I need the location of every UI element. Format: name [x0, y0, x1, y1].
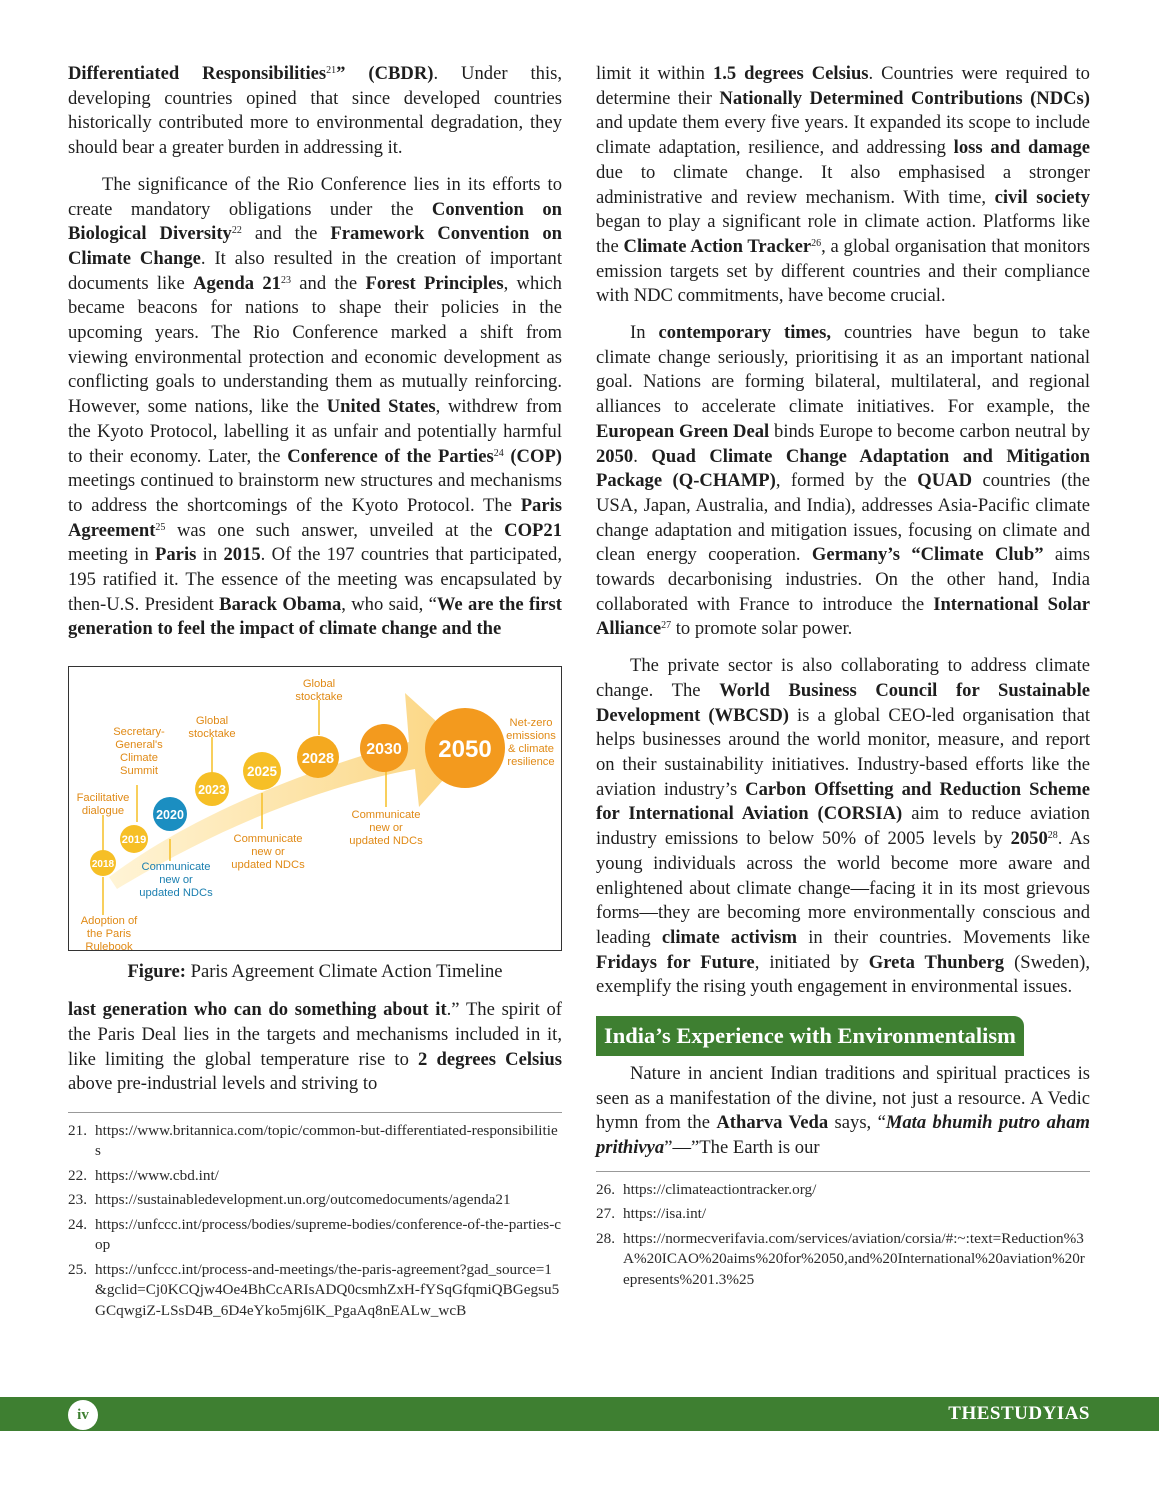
- bold-term: 2 degrees Celsius: [418, 1048, 563, 1070]
- paragraph: [68, 173, 562, 642]
- year-2019: 2019: [121, 834, 147, 847]
- text: , a global organisation that monitors emission targets set by different countries and their compliance with NDC commitments, have become crucial.: [596, 235, 1090, 307]
- footnotes-right: [596, 1180, 1090, 1291]
- bold-term: Paris Agreement: [68, 494, 562, 541]
- footnote-link[interactable]: https://unfccc.int/process-and-meetings/the-paris-agreement?gad_source=1&gclid=Cj0KCQjw4Oe4BhCcARIsADQ0csmhZxH-fYSqGfqmiQBGegsu5GCqwgiZ-LSsD4B_6D4eYko5mj6lK_PgaAq8nEALw_wcB: [95, 1260, 560, 1319]
- brand-name: THESTUDYIAS: [948, 1403, 1090, 1424]
- bold-term: Differentiated Responsibilities: [68, 63, 327, 84]
- text: meeting in: [68, 544, 156, 566]
- left-column: [68, 62, 562, 1325]
- text: to promote solar power.: [671, 618, 853, 640]
- page-number: iv: [68, 1400, 98, 1430]
- bold-term: 2050: [1010, 828, 1048, 850]
- footnote-ref[interactable]: 24: [493, 447, 504, 459]
- text: is a global CEO-led organisation that helps businesses around the world monitor, measure, and report on their sustainability initiatives. Industry-based efforts like the aviation industry’s: [596, 704, 1090, 800]
- footnote-23: 23. https://sustainabledevelopment.un.org/outcomedocuments/agenda21: [68, 1191, 511, 1209]
- text: countries (the USA, Japan, Australia, and India), addresses Asia-Pacific climate change adaptation and mitigation issues, focusing on climate and clean energy cooperation.: [596, 470, 1090, 566]
- footnote-link[interactable]: https://www.britannica.com/topic/common-but-differentiated-responsibilities: [95, 1121, 558, 1160]
- text: The private sector is also collaborating to address climate change. The: [596, 655, 1090, 701]
- bold-term: climate activism: [661, 926, 798, 948]
- footnote-link[interactable]: https://sustainabledevelopment.un.org/outcomedocuments/agenda21: [95, 1191, 511, 1209]
- bold-term: Paris: [155, 544, 197, 566]
- footnote-link[interactable]: https://www.cbd.int/: [95, 1166, 219, 1184]
- footnote-link[interactable]: https://normecverifavia.com/services/aviation/corsia/#:~:text=Reduction%3A%20ICAO%20aims%20for%2050,and%20International%20aviation%20represents%201.3%25: [623, 1229, 1085, 1288]
- text: Nature in ancient Indian traditions and spiritual practices is seen as a manifestation of the divine, not just a resource. A Vedic hymn from the: [596, 1063, 1090, 1134]
- text: .: [633, 445, 652, 467]
- section-heading: India’s Experience with Environmentalism: [596, 1016, 1024, 1056]
- bold-term: 2050: [596, 445, 634, 467]
- bold-term: Agenda 21: [193, 272, 281, 294]
- footnote-25: 25. https://unfccc.int/process-and-meetings/the-paris-agreement?gad_source=1&gclid=Cj0KCQjw4Oe4BhCcARIsADQ0csmhZxH-fYSqGfqmiQBGegsu5GCqwgiZ-LSsD4B_6D4eYko5mj6lK_PgaAq8nEALw_wcB: [68, 1260, 560, 1319]
- footnote-link[interactable]: https://unfccc.int/process/bodies/supreme-bodies/conference-of-the-parties-cop: [95, 1215, 561, 1254]
- text: and update them every five years. It expanded its scope to include climate adaptation, resilience, and addressing: [596, 112, 1090, 159]
- bold-term: 1.5 degrees Celsius: [712, 63, 869, 84]
- footnote-ref[interactable]: 22: [231, 225, 242, 237]
- text: .” The spirit of the Paris Deal lies in the targets and mechanisms included in it, like limiting the global temperature rise to: [68, 999, 562, 1070]
- bold-term: Convention on Biological Diversity: [68, 198, 562, 245]
- text: In: [630, 322, 659, 344]
- caption-label: Figure:: [127, 961, 186, 983]
- text: says, “: [828, 1112, 886, 1134]
- sanskrit-quote: Mata bhumih putro aham prithivya: [596, 1112, 1090, 1159]
- text: was one such answer, unveiled at the: [165, 519, 505, 541]
- timeline-figure: [68, 666, 562, 951]
- text: ”—”The Earth is our: [664, 1137, 820, 1159]
- right-column: [596, 62, 1090, 1294]
- text: , initiated by: [754, 951, 869, 973]
- bold-term: COP21: [504, 519, 562, 541]
- year-2018: 2018: [91, 859, 115, 871]
- caption-text: Paris Agreement Climate Action Timeline: [185, 961, 503, 983]
- paragraph: [68, 998, 562, 1097]
- bold-term: Barack Obama: [219, 593, 342, 615]
- footnote-26: 26. https://climateactiontracker.org/: [596, 1180, 817, 1198]
- text: , withdrew from the Kyoto Protocol, labelling it as unfair and potentially harmful to their economy. Later, the: [68, 396, 562, 467]
- text: , formed by the: [775, 470, 918, 492]
- footnote-ref[interactable]: 23: [280, 274, 291, 286]
- text: aim to reduce aviation industry emissions to below 50% of 2005 levels by: [596, 803, 1090, 850]
- paragraph: [68, 62, 562, 161]
- bold-quote: last generation who can do something about it: [68, 999, 447, 1021]
- text: . Countries were required to determine their: [596, 63, 1090, 109]
- footnote-link[interactable]: https://climateactiontracker.org/: [623, 1180, 817, 1198]
- bold-term: Framework Convention on Climate Change: [68, 223, 562, 269]
- bold-term: Germany’s “Climate Club”: [811, 544, 1044, 566]
- label-ndc-2020: Communicate new or updated NDCs: [139, 861, 213, 900]
- bold-term: Fridays for Future: [596, 951, 755, 973]
- paragraph: [596, 654, 1090, 1000]
- year-2023: 2023: [198, 783, 226, 798]
- bold-term: Nationally Determined Contributions (NDCs): [719, 87, 1090, 109]
- text: (Sweden), exemplify the rising youth engagement in environmental issues.: [596, 951, 1090, 998]
- text: due to climate change. It also emphasised a stronger administrative and review mechanism. With time,: [596, 161, 1090, 208]
- text: meetings continued to brainstorm new structures and mechanisms to address the shortcomings of the Kyoto Protocol. The: [68, 470, 562, 516]
- year-2050: 2050: [438, 736, 492, 764]
- text: , who said, “: [341, 593, 437, 615]
- text: countries have begun to take climate change seriously, prioritising it as an important national goal. Nations are forming bilateral, multilateral, and regional alliances to accelerate climate initiatives. For example, the: [596, 322, 1090, 418]
- footnote-ref[interactable]: 28: [1047, 830, 1058, 842]
- label-secretary-summit: Secretary-General's Climate Summit: [113, 726, 165, 778]
- text: limit it within: [596, 63, 713, 84]
- year-2030: 2030: [366, 741, 402, 759]
- bold-term: Atharva Veda: [716, 1112, 829, 1134]
- bold-term: Conference of the Parties: [287, 445, 494, 467]
- bold-term: ” (CBDR): [336, 63, 434, 84]
- bold-term: Quad Climate Change Adaptation and Mitigation Package (Q-CHAMP): [596, 445, 1091, 492]
- footnote-27: 27. https://isa.int/: [596, 1205, 707, 1223]
- footnote-divider: [596, 1171, 1090, 1172]
- text: began to play a significant role in climate action. Platforms like the: [596, 211, 1090, 257]
- bold-term: civil society: [994, 186, 1090, 208]
- bold-term: 2015: [223, 544, 261, 566]
- label-facilitative-dialogue: Facilitative dialogue: [76, 792, 130, 818]
- text: . As young individuals across the world become more aware and enlightened about climate change—facing it in its most grievous forms—they are becoming more environmentally conscious and leading: [596, 828, 1090, 948]
- bold-term: International Solar Alliance: [596, 593, 1090, 640]
- footnote-21: 21. https://www.britannica.com/topic/common-but-differentiated-responsibilities: [68, 1121, 558, 1160]
- text: The significance of the Rio Conference lies in its efforts to create mandatory obligations under the: [68, 173, 562, 220]
- paragraph: [596, 1062, 1090, 1161]
- bold-term: United States: [326, 396, 436, 418]
- year-2028: 2028: [301, 751, 335, 768]
- bold-term: loss and damage: [953, 137, 1090, 159]
- footnote-link[interactable]: https://isa.int/: [623, 1205, 707, 1223]
- text: in: [196, 544, 224, 566]
- year-2020: 2020: [156, 808, 184, 823]
- year-2025: 2025: [246, 764, 278, 780]
- footnote-ref[interactable]: 25: [155, 521, 166, 533]
- footnote-ref[interactable]: 21: [326, 65, 337, 76]
- label-global-stocktake-mid: Global stocktake: [188, 715, 236, 741]
- footnote-ref[interactable]: 27: [661, 620, 672, 632]
- text: . Of the 197 countries that participated, 195 ratified it. The essence of the meeting was encapsulated by then-U.S. President: [68, 544, 562, 615]
- footnote-divider: [68, 1112, 562, 1113]
- footnote-24: 24. https://unfccc.int/process/bodies/supreme-bodies/conference-of-the-parties-cop: [68, 1215, 561, 1254]
- label-rulebook: Adoption of the Paris Rulebook: [80, 915, 138, 953]
- text: and the: [290, 272, 366, 294]
- bold-term: Forest Principles: [365, 272, 504, 294]
- text: above pre-industrial levels and striving to: [68, 1073, 378, 1095]
- paragraph: [596, 62, 1090, 309]
- label-net-zero: Net-zero emissions & climate resilience: [506, 717, 556, 769]
- bold-quote: We are the first generation to feel the impact of climate change and the: [68, 593, 562, 640]
- paragraph: [596, 321, 1090, 642]
- timeline-graphic: [69, 667, 562, 951]
- footnotes-left: [68, 1121, 562, 1322]
- bold-term: QUAD: [917, 470, 973, 492]
- label-ndc-2025: Communicate new or updated NDCs: [231, 833, 305, 872]
- bold-term: (COP): [503, 445, 562, 467]
- footnote-22: 22. https://www.cbd.int/: [68, 1166, 219, 1184]
- text: in their countries. Movements like: [797, 926, 1090, 948]
- bold-term: Greta Thunberg: [868, 951, 1005, 973]
- bold-term: Climate Action Tracker: [623, 235, 812, 257]
- footnote-ref[interactable]: 26: [811, 237, 822, 249]
- figure-caption: [68, 960, 562, 984]
- footnote-28: 28. https://normecverifavia.com/services/aviation/corsia/#:~:text=Reduction%3A%20ICAO%20aims%20for%2050,and%20International%20aviation%20represents%201.3%25: [596, 1229, 1085, 1288]
- bold-term: Carbon Offsetting and Reduction Scheme for International Aviation (CORSIA): [596, 778, 1091, 825]
- text: . Under this, developing countries opined that since developed countries historically contributed more to environmental degradation, they should bear a greater burden in addressing it.: [68, 63, 562, 159]
- bold-term: World Business Council for Sustainable Development (WBCSD): [596, 679, 1091, 726]
- text: aims towards decarbonising industries. On the other hand, India collaborated with France to introduce the: [596, 544, 1090, 615]
- text: , which became beacons for nations to shape their policies in the upcoming years. The Rio Conference marked a shift from viewing environmental protection and economic development as conflicting goals to understanding them as mutually reinforcing. However, some nations, like the: [68, 272, 562, 418]
- bold-term: European Green Deal: [596, 420, 770, 442]
- text: . It also resulted in the creation of important documents like: [68, 247, 562, 294]
- text: and the: [241, 223, 331, 245]
- label-global-stocktake-top: Global stocktake: [295, 678, 343, 704]
- text: binds Europe to become carbon neutral by: [769, 420, 1091, 442]
- label-ndc-2030: Communicate new or updated NDCs: [349, 809, 423, 848]
- bold-term: contemporary times,: [658, 322, 831, 344]
